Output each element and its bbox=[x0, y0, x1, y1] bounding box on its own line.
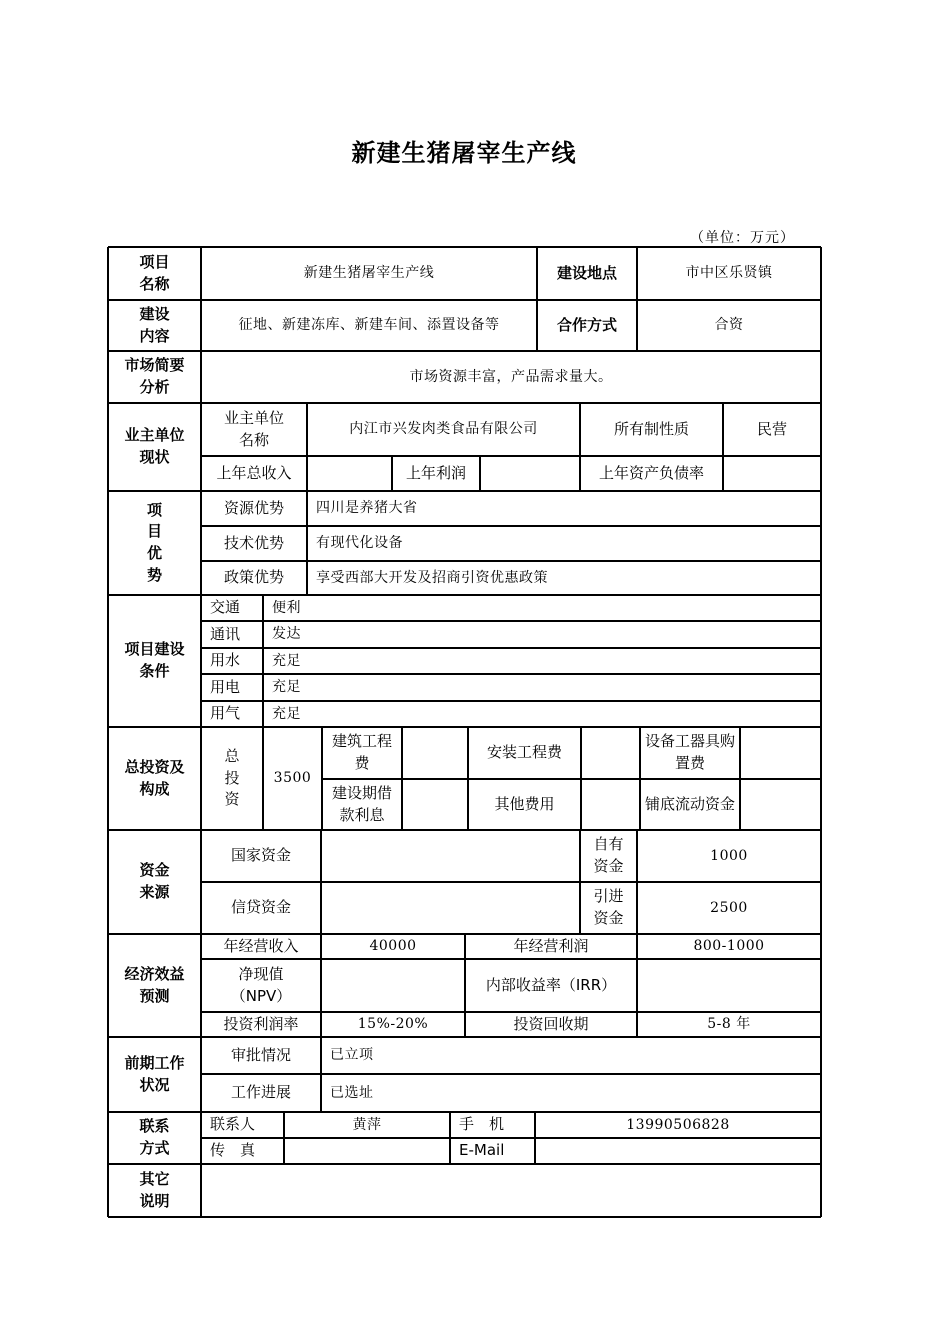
policy-advantage-label: 政策优势 bbox=[223, 568, 284, 587]
last-profit-label: 上年利润 bbox=[405, 463, 466, 482]
table-rule bbox=[820, 247, 822, 1217]
document-title: 新建生猪屠宰生产线 bbox=[351, 139, 577, 167]
install-cost-label: 安装工程费 bbox=[486, 743, 562, 762]
npv-value bbox=[321, 959, 465, 1012]
loan-interest-label: 建设期借 款利息 bbox=[331, 783, 392, 824]
table-rule bbox=[636, 934, 638, 1037]
condition-label: 通讯 bbox=[210, 624, 241, 643]
table-rule bbox=[306, 491, 308, 595]
npv-label: 净现值 （NPV） bbox=[230, 964, 292, 1005]
location-label: 建设地点 bbox=[556, 263, 617, 282]
table-rule bbox=[464, 934, 466, 1037]
table-rule bbox=[306, 403, 308, 491]
condition-label: 用气 bbox=[210, 704, 241, 723]
table-rule bbox=[534, 1112, 536, 1164]
construction-value: 征地、新建冻库、新建车间、添置设备等 bbox=[238, 317, 500, 334]
condition-value: 充足 bbox=[272, 705, 301, 722]
working-capital-label: 铺底流动资金 bbox=[644, 794, 735, 813]
table-rule bbox=[320, 1037, 322, 1112]
other-cost-label: 其他费用 bbox=[494, 794, 555, 813]
owner-name-value: 内江市兴发肉类食品有限公司 bbox=[349, 421, 538, 438]
table-rule bbox=[201, 1011, 821, 1013]
table-rule bbox=[201, 647, 821, 649]
irr-label: 内部收益率（IRR） bbox=[485, 975, 617, 994]
table-rule bbox=[201, 620, 821, 622]
national-funds-label: 国家资金 bbox=[230, 846, 291, 865]
total-investment-value: 3500 bbox=[273, 770, 312, 787]
table-rule bbox=[201, 700, 821, 702]
market-value: 市场资源丰富，产品需求量大。 bbox=[409, 368, 613, 385]
national-funds-value bbox=[321, 830, 580, 882]
table-rule bbox=[449, 1112, 451, 1164]
own-funds-value: 1000 bbox=[710, 847, 748, 864]
last-revenue-value bbox=[307, 456, 392, 491]
loan-interest-value bbox=[402, 779, 468, 830]
approval-value: 已立项 bbox=[330, 1047, 374, 1064]
remarks-value bbox=[201, 1164, 821, 1217]
roi-label: 投资利润率 bbox=[223, 1014, 299, 1033]
table-rule bbox=[320, 830, 322, 934]
progress-label: 工作进展 bbox=[230, 1083, 291, 1102]
resource-advantage-value: 四川是养猪大省 bbox=[316, 500, 418, 517]
condition-value: 充足 bbox=[272, 652, 301, 669]
working-capital-value bbox=[740, 779, 821, 830]
debt-ratio-value bbox=[723, 456, 821, 491]
table-rule bbox=[636, 830, 638, 934]
ownership-label: 所有制性质 bbox=[613, 419, 689, 438]
table-rule bbox=[201, 881, 821, 883]
debt-ratio-label: 上年资产负债率 bbox=[598, 463, 704, 482]
condition-value: 发达 bbox=[272, 626, 301, 643]
condition-label: 用水 bbox=[210, 651, 241, 670]
condition-value: 便利 bbox=[272, 599, 301, 616]
conditions-label: 项目建设 条件 bbox=[124, 640, 185, 680]
table-rule bbox=[479, 456, 481, 491]
table-rule bbox=[391, 456, 393, 491]
table-rule bbox=[262, 595, 264, 727]
table-rule bbox=[108, 299, 821, 301]
cooperation-value: 合资 bbox=[714, 317, 744, 334]
unit-note: （单位：万元） bbox=[690, 230, 795, 246]
table-rule bbox=[200, 247, 202, 1217]
table-rule bbox=[283, 1112, 285, 1164]
contact-person-value: 黄萍 bbox=[352, 1116, 382, 1133]
progress-value: 已选址 bbox=[330, 1084, 374, 1101]
email-label: E-Mail bbox=[459, 1141, 505, 1160]
table-rule bbox=[579, 830, 581, 934]
mobile-value: 13990506828 bbox=[626, 1116, 730, 1133]
building-cost-value bbox=[402, 727, 468, 779]
own-funds-label: 自有 资金 bbox=[593, 835, 624, 875]
table-rule bbox=[108, 350, 821, 352]
mobile-label: 手 机 bbox=[459, 1115, 505, 1134]
building-cost-label: 建筑工程 费 bbox=[331, 732, 392, 772]
economic-label: 经济效益 预测 bbox=[124, 964, 185, 1005]
preliminary-label: 前期工作 状况 bbox=[124, 1053, 185, 1094]
ownership-value: 民营 bbox=[756, 419, 787, 438]
table-rule bbox=[108, 829, 821, 831]
construction-label: 建设 内容 bbox=[139, 304, 170, 345]
equipment-cost-value bbox=[740, 727, 821, 779]
annual-profit-label: 年经营利润 bbox=[513, 936, 589, 955]
table-rule bbox=[722, 403, 724, 491]
introduced-funds-label: 引进 资金 bbox=[593, 887, 624, 927]
location-value: 市中区乐贤镇 bbox=[685, 265, 773, 282]
table-rule bbox=[108, 1163, 821, 1165]
table-rule bbox=[201, 673, 821, 675]
fax-value bbox=[284, 1138, 450, 1164]
install-cost-value bbox=[581, 727, 640, 779]
credit-funds-label: 信贷资金 bbox=[230, 898, 291, 917]
introduced-funds-value: 2500 bbox=[710, 899, 748, 916]
project-info-table bbox=[108, 247, 821, 1217]
table-rule bbox=[108, 1111, 821, 1113]
table-rule bbox=[108, 246, 821, 248]
fax-label: 传 真 bbox=[210, 1141, 256, 1160]
investment-label: 总投资及 构成 bbox=[124, 757, 185, 798]
table-rule bbox=[322, 778, 821, 780]
table-rule bbox=[201, 525, 821, 527]
table-rule bbox=[201, 455, 821, 457]
table-rule bbox=[107, 247, 109, 1217]
table-rule bbox=[636, 247, 638, 351]
advantages-label: 项 目 优 势 bbox=[146, 500, 162, 584]
resource-advantage-label: 资源优势 bbox=[223, 498, 284, 517]
annual-revenue-value: 40000 bbox=[369, 938, 417, 955]
table-rule bbox=[108, 594, 821, 596]
table-rule bbox=[320, 934, 322, 1037]
project-name-value: 新建生猪屠宰生产线 bbox=[303, 265, 435, 282]
table-rule bbox=[201, 1137, 821, 1139]
tech-advantage-value: 有现代化设备 bbox=[316, 535, 403, 552]
table-rule bbox=[536, 247, 538, 351]
market-label: 市场简要 分析 bbox=[124, 356, 185, 396]
table-rule bbox=[108, 726, 821, 728]
condition-value: 充足 bbox=[272, 679, 301, 696]
cooperation-label: 合作方式 bbox=[556, 315, 617, 334]
policy-advantage-value: 享受西部大开发及招商引资优惠政策 bbox=[316, 569, 548, 586]
table-rule bbox=[262, 727, 264, 830]
email-value bbox=[535, 1138, 821, 1164]
table-rule bbox=[579, 403, 581, 491]
total-investment-label: 总 投 资 bbox=[224, 746, 240, 809]
owner-name-label: 业主单位 名称 bbox=[223, 408, 284, 449]
remarks-label: 其它 说明 bbox=[139, 1169, 170, 1210]
table-rule bbox=[201, 1073, 821, 1075]
table-rule bbox=[108, 490, 821, 492]
funding-label: 资金 来源 bbox=[139, 861, 170, 901]
table-rule bbox=[201, 958, 821, 960]
table-rule bbox=[108, 402, 821, 404]
last-revenue-label: 上年总收入 bbox=[216, 463, 292, 482]
condition-label: 交通 bbox=[210, 598, 241, 617]
table-rule bbox=[108, 1216, 821, 1218]
project-name-label: 项目 名称 bbox=[139, 252, 170, 293]
tech-advantage-label: 技术优势 bbox=[223, 533, 284, 552]
contact-label: 联系 方式 bbox=[139, 1117, 170, 1157]
credit-funds-value bbox=[321, 882, 580, 934]
irr-value bbox=[637, 959, 821, 1012]
annual-revenue-label: 年经营收入 bbox=[223, 936, 299, 955]
roi-value: 15%-20% bbox=[357, 1016, 429, 1033]
approval-label: 审批情况 bbox=[230, 1045, 291, 1064]
equipment-cost-label: 设备工器具购 置费 bbox=[644, 732, 735, 772]
annual-profit-value: 800-1000 bbox=[693, 938, 765, 955]
contact-person-label: 联系人 bbox=[210, 1115, 256, 1134]
owner-label: 业主单位 现状 bbox=[124, 426, 185, 466]
last-profit-value bbox=[480, 456, 580, 491]
other-cost-value bbox=[581, 779, 640, 830]
table-rule bbox=[201, 560, 821, 562]
condition-label: 用电 bbox=[210, 677, 241, 696]
payback-label: 投资回收期 bbox=[513, 1014, 589, 1033]
payback-value: 5-8 年 bbox=[707, 1016, 751, 1033]
